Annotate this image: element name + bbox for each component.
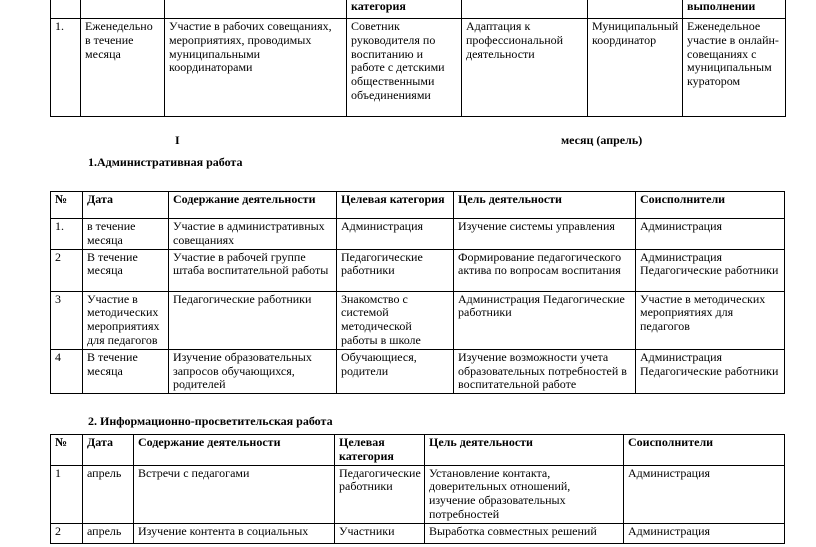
table-cell: Формирование педагогического актива по вопросам воспитания — [454, 249, 636, 291]
header-cell: Содержание деятельности — [134, 435, 335, 466]
table-cell: В течение месяца — [83, 249, 169, 291]
header-cell: Дата — [83, 192, 169, 219]
table-cell: апрель — [83, 523, 134, 543]
table-cell: 1. — [51, 19, 81, 117]
table-row — [51, 19, 786, 117]
table-header-row — [51, 192, 785, 219]
header-cell: № — [51, 192, 83, 219]
header-cell: Цель деятельности — [454, 192, 636, 219]
table-cell: Участие в рабочих совещаниях, мероприятиях, проводимых муниципальными координаторами — [165, 19, 347, 117]
table-row — [51, 249, 785, 291]
table-cell: Участники — [335, 523, 425, 543]
table-cell: Муниципальный координатор — [588, 19, 683, 117]
section-title: 1.Административная работа — [88, 155, 243, 169]
table-cell: Участие в рабочей группе штаба воспитательной работы — [169, 249, 337, 291]
table-header-row — [51, 435, 785, 466]
header-cell: Соисполнители — [624, 435, 785, 466]
header-cell: Целевая категория — [335, 435, 425, 466]
table-cell: 3 — [51, 291, 83, 349]
table-cell: Администрация Педагогические работники — [636, 349, 785, 393]
table-header-row — [51, 0, 786, 19]
header-cell: Дата — [83, 435, 134, 466]
header-cell: выполнении — [683, 0, 786, 19]
table-cell: Администрация — [337, 219, 454, 250]
header-cell: Цель деятельности — [425, 435, 624, 466]
header-cell — [51, 0, 81, 19]
table-cell: Адаптация к профессиональной деятельности — [462, 19, 588, 117]
table-row — [51, 523, 785, 543]
table-continuation — [50, 0, 786, 117]
table-cell: Администрация — [624, 523, 785, 543]
table-cell: Советник руководителя по воспитанию и работе с детскими общественными объединениями — [347, 19, 462, 117]
header-cell — [462, 0, 588, 19]
table-cell: 1. — [51, 219, 83, 250]
table-cell: 2 — [51, 523, 83, 543]
table-cell: 4 — [51, 349, 83, 393]
table-administrative — [50, 191, 785, 394]
table-cell: апрель — [83, 465, 134, 523]
table-cell: Изучение контента в социальных — [134, 523, 335, 543]
table-cell: Участие в административных совещаниях — [169, 219, 337, 250]
table-cell: Педагогические работники — [335, 465, 425, 523]
table-cell: Еженедельное участие в онлайн-совещаниях с муниципальным куратором — [683, 19, 786, 117]
table-cell: Изучение возможности учета образовательных потребностей в воспитательной работе — [454, 349, 636, 393]
table-cell: Изучение образовательных запросов обучающихся, родителей — [169, 349, 337, 393]
period-month: месяц (апрель) — [561, 133, 643, 147]
table-cell: Администрация Педагогические работники — [454, 291, 636, 349]
table-cell: Участие в методических мероприятиях для педагогов — [83, 291, 169, 349]
table-cell: Выработка совместных решений — [425, 523, 624, 543]
table-informational — [50, 434, 785, 544]
table-cell: Администрация — [636, 219, 785, 250]
header-cell: Целевая категория — [337, 192, 454, 219]
table-cell: Педагогические работники — [169, 291, 337, 349]
table-cell: 1 — [51, 465, 83, 523]
table-row — [51, 349, 785, 393]
table-cell: Знакомство с системой методической работы в школе — [337, 291, 454, 349]
table-cell: Обучающиеся, родители — [337, 349, 454, 393]
period-roman: I — [175, 133, 180, 147]
header-cell: категория — [347, 0, 462, 19]
header-cell — [81, 0, 165, 19]
header-cell: Соисполнители — [636, 192, 785, 219]
table-row — [51, 291, 785, 349]
table-cell: Администрация Педагогические работники — [636, 249, 785, 291]
header-cell — [165, 0, 347, 19]
table-cell: Изучение системы управления — [454, 219, 636, 250]
table-cell: Установление контакта, доверительных отношений, изучение образовательных потребностей — [425, 465, 624, 523]
section-title: 2. Информационно-просветительская работа — [88, 414, 333, 428]
table-cell: в течение месяца — [83, 219, 169, 250]
table-cell: Встречи с педагогами — [134, 465, 335, 523]
table-row — [51, 465, 785, 523]
table-cell: В течение месяца — [83, 349, 169, 393]
header-cell: Содержание деятельности — [169, 192, 337, 219]
table-row — [51, 219, 785, 250]
table-cell: 2 — [51, 249, 83, 291]
header-cell — [588, 0, 683, 19]
table-cell: Администрация — [624, 465, 785, 523]
table-cell: Еженедельно в течение месяца — [81, 19, 165, 117]
table-cell: Участие в методических мероприятиях для педагогов — [636, 291, 785, 349]
table-cell: Педагогические работники — [337, 249, 454, 291]
header-cell: № — [51, 435, 83, 466]
